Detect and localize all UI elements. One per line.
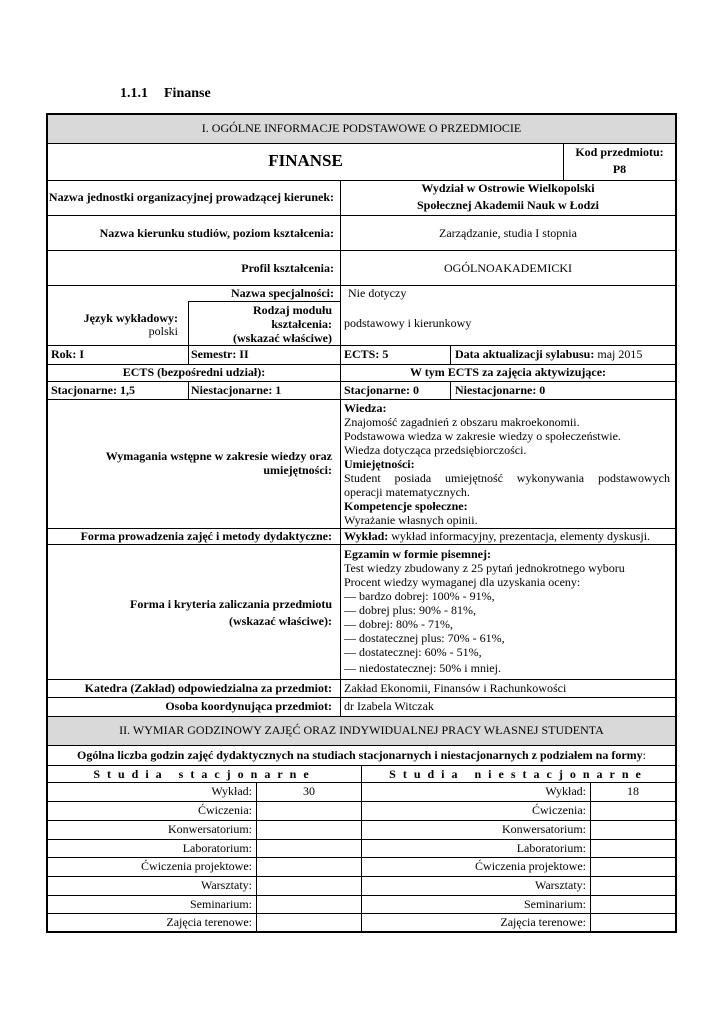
row-label-nonstationary: Seminarium: bbox=[524, 897, 586, 911]
prereq-skills-word: wykonywania bbox=[516, 471, 585, 485]
form-head: Wykład: bbox=[344, 529, 389, 543]
subject-code-value: P8 bbox=[612, 162, 627, 176]
profile-label: Profil kształcenia: bbox=[241, 261, 334, 275]
grade-item: — niedostatecznej: 50% i mniej. bbox=[344, 661, 501, 675]
prereq-skills-word: posiada bbox=[394, 471, 432, 485]
section-heading bbox=[120, 86, 211, 102]
row-label-nonstationary: Wykład: bbox=[545, 784, 586, 798]
module-label-3: (wskazać właściwe) bbox=[233, 331, 332, 345]
field-value: Zarządzanie, studia I stopnia bbox=[439, 226, 577, 240]
update-value: maj 2015 bbox=[597, 347, 643, 361]
language-label: Język wykładowy: bbox=[83, 311, 178, 325]
ects-active-label: W tym ECTS za zajęcia aktywizujące: bbox=[409, 365, 607, 379]
prereq-social-head: Kompetencje społeczne: bbox=[344, 499, 468, 513]
ects: ECTS: 5 bbox=[344, 347, 389, 361]
row-label-stationary: Ćwiczenia: bbox=[198, 803, 252, 817]
ects-direct-label: ECTS (bezpośredni udział): bbox=[122, 365, 266, 379]
form-label: Forma prowadzenia zajęć i metody dydaktyczne: bbox=[80, 529, 332, 543]
module-label-1: Rodzaj modułu bbox=[252, 303, 332, 317]
total-hours-colon: : bbox=[642, 748, 646, 762]
row-value-stationary: 30 bbox=[303, 784, 315, 798]
prereq-label-2: umiejętności: bbox=[263, 463, 332, 477]
credit-line2: Procent wiedzy wymaganej dla uzyskania oceny: bbox=[344, 575, 581, 589]
department-label: Katedra (Zakład) odpowiedzialna za przedmiot: bbox=[84, 681, 332, 695]
prereq-social-1: Wyrażanie własnych opinii. bbox=[344, 513, 478, 527]
active-stationary: Stacjonarne: 0 bbox=[344, 383, 419, 397]
section-title: Finanse bbox=[164, 86, 211, 101]
row-label-stationary: Zajęcia terenowe: bbox=[166, 915, 252, 929]
subject-title: FINANSE bbox=[268, 151, 343, 170]
profile-value: OGÓLNOAKADEMICKI bbox=[444, 261, 572, 275]
direct-nonstationary: Niestacjonarne: 1 bbox=[191, 383, 282, 397]
module-label-2: kształcenia: bbox=[271, 317, 332, 331]
update-label: Data aktualizacji sylabusu: bbox=[455, 347, 595, 361]
prereq-knowledge-2: Podstawowa wiedza w zakresie wiedzy o społeczeństwie. bbox=[344, 429, 621, 443]
field-label: Nazwa kierunku studiów, poziom kształcenia: bbox=[99, 226, 334, 240]
row-label-stationary: Konwersatorium: bbox=[168, 822, 252, 836]
nonstationary-head: Studia niestacjonarne bbox=[389, 767, 648, 781]
prereq-label-1: Wymagania wstępne w zakresie wiedzy oraz bbox=[105, 449, 332, 463]
year: Rok: I bbox=[51, 347, 85, 361]
prereq-skills-word: Student bbox=[344, 471, 381, 485]
row-label-nonstationary: Zajęcia terenowe: bbox=[500, 915, 586, 929]
row-label-nonstationary: Laboratorium: bbox=[516, 841, 586, 855]
prereq-knowledge-1: Znajomość zagadnień z obszaru makroekonomii. bbox=[344, 415, 580, 429]
row-label-stationary: Ćwiczenia projektowe: bbox=[141, 859, 252, 873]
specialty-label: Nazwa specjalności: bbox=[231, 286, 334, 300]
grade-item: — dobrej: 80% - 71%, bbox=[344, 617, 453, 631]
direct-stationary: Stacjonarne: 1,5 bbox=[51, 383, 135, 397]
specialty-value: Nie dotyczy bbox=[348, 286, 407, 300]
prereq-knowledge-3: Wiedza dotycząca przedsiębiorczości. bbox=[344, 443, 527, 457]
stationary-head: Studia stacjonarne bbox=[93, 767, 316, 781]
row-value-nonstationary: 18 bbox=[627, 784, 639, 798]
prereq-skills-head: Umiejętności: bbox=[344, 457, 415, 471]
active-nonstationary: Niestacjonarne: 0 bbox=[455, 383, 546, 397]
semester: Semestr: II bbox=[191, 347, 249, 361]
row-label-stationary: Seminarium: bbox=[190, 897, 252, 911]
grade-item: — dobrej plus: 90% - 81%, bbox=[344, 603, 476, 617]
credit-label-2: (wskazać właściwe): bbox=[229, 614, 332, 628]
unit-value-line1: Wydział w Ostrowie Wielkopolski bbox=[421, 181, 595, 195]
prereq-knowledge-head: Wiedza: bbox=[344, 401, 387, 415]
credit-line1: Test wiedzy zbudowany z 25 pytań jednokrotnego wyboru bbox=[344, 561, 625, 575]
form-value: wykład informacyjny, prezentacja, elementy dyskusji. bbox=[391, 529, 651, 543]
prereq-skills-word: umiejętność bbox=[444, 471, 503, 485]
unit-label: Nazwa jednostki organizacyjnej prowadzącej kierunek: bbox=[48, 190, 334, 204]
coordinator-label: Osoba koordynująca przedmiot: bbox=[165, 699, 332, 713]
row-label-nonstationary: Ćwiczenia projektowe: bbox=[475, 859, 586, 873]
row-label-stationary: Wykład: bbox=[211, 784, 252, 798]
credit-head: Egzamin w formie pisemnej: bbox=[344, 547, 491, 561]
total-hours-label bbox=[48, 749, 675, 762]
unit-value-line2: Społecznej Akademii Nauk w Łodzi bbox=[416, 198, 599, 212]
row-label-stationary: Laboratorium: bbox=[182, 841, 252, 855]
module-value: podstawowy i kierunkowy bbox=[344, 316, 472, 330]
grade-item: — dostatecznej plus: 70% - 61%, bbox=[344, 631, 505, 645]
language-value: polski bbox=[148, 324, 178, 338]
prereq-skills-word: podstawowych bbox=[597, 471, 670, 485]
department-value: Zakład Ekonomii, Finansów i Rachunkowości bbox=[344, 681, 567, 695]
part1-header: I. OGÓLNE INFORMACJE PODSTAWOWE O PRZEDMIOCIE bbox=[201, 121, 522, 135]
row-label-nonstationary: Ćwiczenia: bbox=[532, 803, 586, 817]
prereq-skills-2: operacji matematycznych. bbox=[344, 485, 470, 499]
grade-item: — dostatecznej: 60% - 51%, bbox=[344, 645, 482, 659]
update-date bbox=[455, 348, 642, 361]
grade-item: — bardzo dobrej: 100% - 91%, bbox=[344, 589, 495, 603]
prereq-skills-1 bbox=[344, 472, 670, 485]
total-hours-text: Ogólna liczba godzin zajęć dydaktycznych na studiach stacjonarnych i niestacjonarnych z podziałem na formy bbox=[76, 748, 643, 762]
credit-label-1: Forma i kryteria zaliczania przedmiotu bbox=[130, 597, 332, 611]
form-value-line bbox=[344, 530, 650, 543]
row-label-stationary: Warsztaty: bbox=[200, 878, 252, 892]
subject-code-label: Kod przedmiotu: bbox=[575, 145, 664, 159]
row-label-nonstationary: Konwersatorium: bbox=[502, 822, 586, 836]
coordinator-value: dr Izabela Witczak bbox=[344, 699, 434, 713]
row-label-nonstationary: Warsztaty: bbox=[534, 878, 586, 892]
section-number: 1.1.1 bbox=[120, 86, 148, 101]
part2-header: II. WYMIAR GODZINOWY ZAJĘĆ ORAZ INDYWIDUALNEJ PRACY WŁASNEJ STUDENTA bbox=[119, 723, 604, 737]
